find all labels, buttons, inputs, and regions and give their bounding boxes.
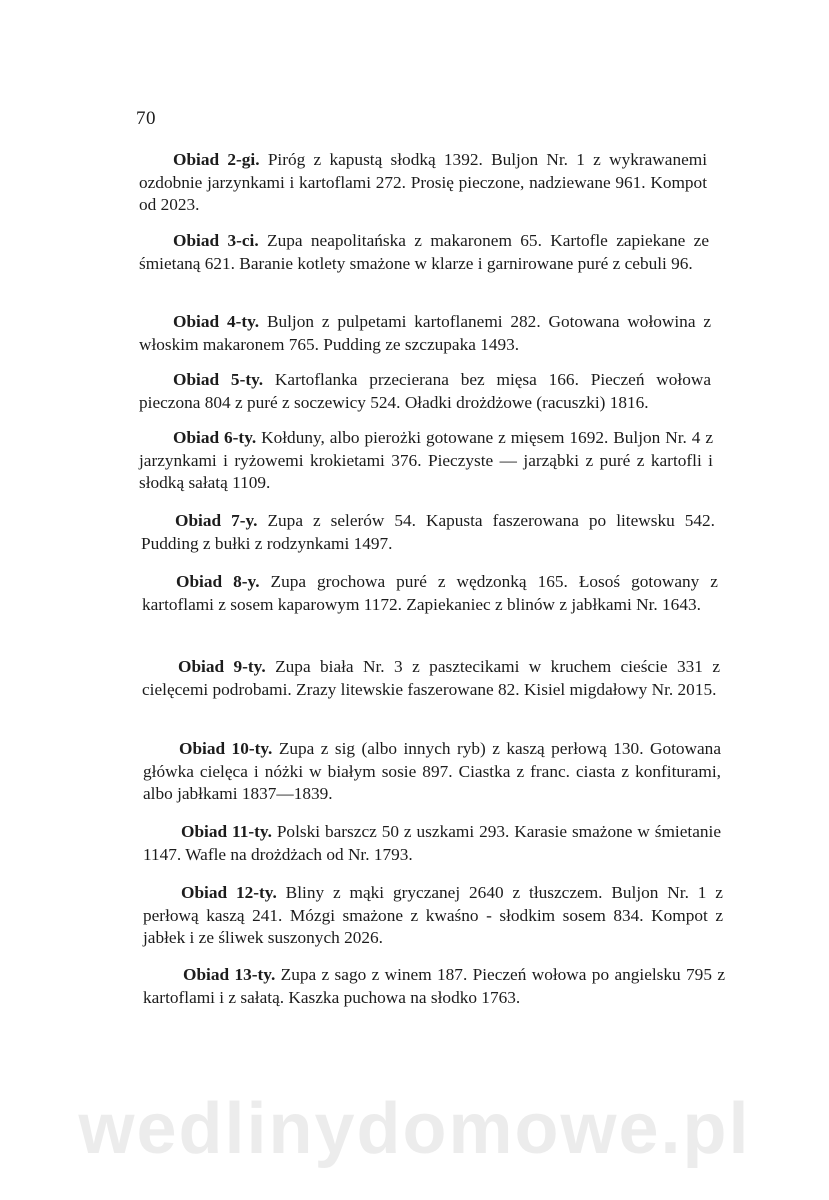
menu-entry [142,571,718,616]
menu-entry [143,821,721,866]
menu-entry [143,882,723,950]
menu-entry [142,656,720,701]
entry-text: Zupa grochowa puré z wędzonką 165. Łosoś gotowany z kartoflami z sosem kaparowym 1172. Zapiekaniec z blinów z jabłkami Nr. 1643. [142,572,718,614]
entry-label: Obiad 7-y. [175,511,258,530]
menu-entry [139,369,711,414]
entry-label: Obiad 4-ty. [173,312,260,331]
entry-label: Obiad 3-ci. [173,231,259,250]
entry-label: Obiad 11-ty. [181,822,272,841]
watermark: wedlinydomowe.pl [78,1089,751,1169]
menu-entry [143,738,721,806]
entry-label: Obiad 2-gi. [173,150,260,169]
menu-entry [139,427,713,495]
entry-label: Obiad 13-ty. [183,965,276,984]
page-number: 70 [136,108,156,129]
entry-label: Obiad 6-ty. [173,428,257,447]
entry-text: Zupa z selerów 54. Kapusta faszerowana po litewsku 542. Pudding z bułki z rodzynkami 1497. [141,511,715,553]
entry-text: Zupa z sig (albo innych ryb) z kaszą perłową 130. Gotowana główka cielęca i nóżki w białym sosie 897. Ciastka z franc. ciasta z konfiturami, albo jabłkami 1837—1839. [143,739,721,803]
menu-entry [139,230,709,275]
menu-entry [143,964,725,1009]
entry-label: Obiad 12-ty. [181,883,277,902]
entry-text: Piróg z kapustą słodką 1392. Buljon Nr. 1 z wykrawanemi ozdobnie jarzynkami i kartoflami 272. Prosię pieczone, nadziewane 961. Kompot od 2023. [139,150,708,214]
entry-text: Polski barszcz 50 z uszkami 293. Karasie smażone w śmietanie 1147. Wafle na drożdżach od Nr. 1793. [143,822,721,864]
entry-label: Obiad 8-y. [176,572,260,591]
entry-text: Zupa z sago z winem 187. Pieczeń wołowa po angielsku 795 z kartoflami i z sałatą. Kaszka puchowa na słodko 1763. [143,965,725,1007]
entry-text: Kartoflanka przecierana bez mięsa 166. Pieczeń wołowa pieczona 804 z puré z soczewicy 524. Oładki drożdżowe (racuszki) 1816. [139,370,711,412]
entry-text: Zupa biała Nr. 3 z pasztecikami w kruchem cieście 331 z cielęcemi podrobami. Zrazy litewskie faszerowane 82. Kisiel migdałowy Nr. 2015. [142,657,720,699]
menu-entry [141,510,715,555]
menu-entry [139,149,707,217]
entry-label: Obiad 9-ty. [178,657,266,676]
entry-text: Zupa neapolitańska z makaronem 65. Kartofle zapiekane ze śmietaną 621. Baranie kotlety smażone w klarze i garnirowane puré z cebuli 96. [139,231,709,273]
entry-text: Kołduny, albo pierożki gotowane z mięsem 1692. Buljon Nr. 4 z jarzynkami i ryżowemi krokietami 376. Pieczyste — jarząbki z puré z kartofli i słodką sałatą 1109. [139,428,713,492]
entry-text: Buljon z pulpetami kartoflanemi 282. Gotowana wołowina z włoskim makaronem 765. Pudding ze szczupaka 1493. [139,312,711,354]
menu-entry [139,311,711,356]
entry-label: Obiad 10-ty. [179,739,273,758]
entry-text: Bliny z mąki gryczanej 2640 z tłuszczem. Buljon Nr. 1 z perłową kaszą 241. Mózgi smażone z kwaśno - słodkim sosem 834. Kompot z jabłek i ze śliwek suszonych 2026. [143,883,723,947]
entry-label: Obiad 5-ty. [173,370,264,389]
